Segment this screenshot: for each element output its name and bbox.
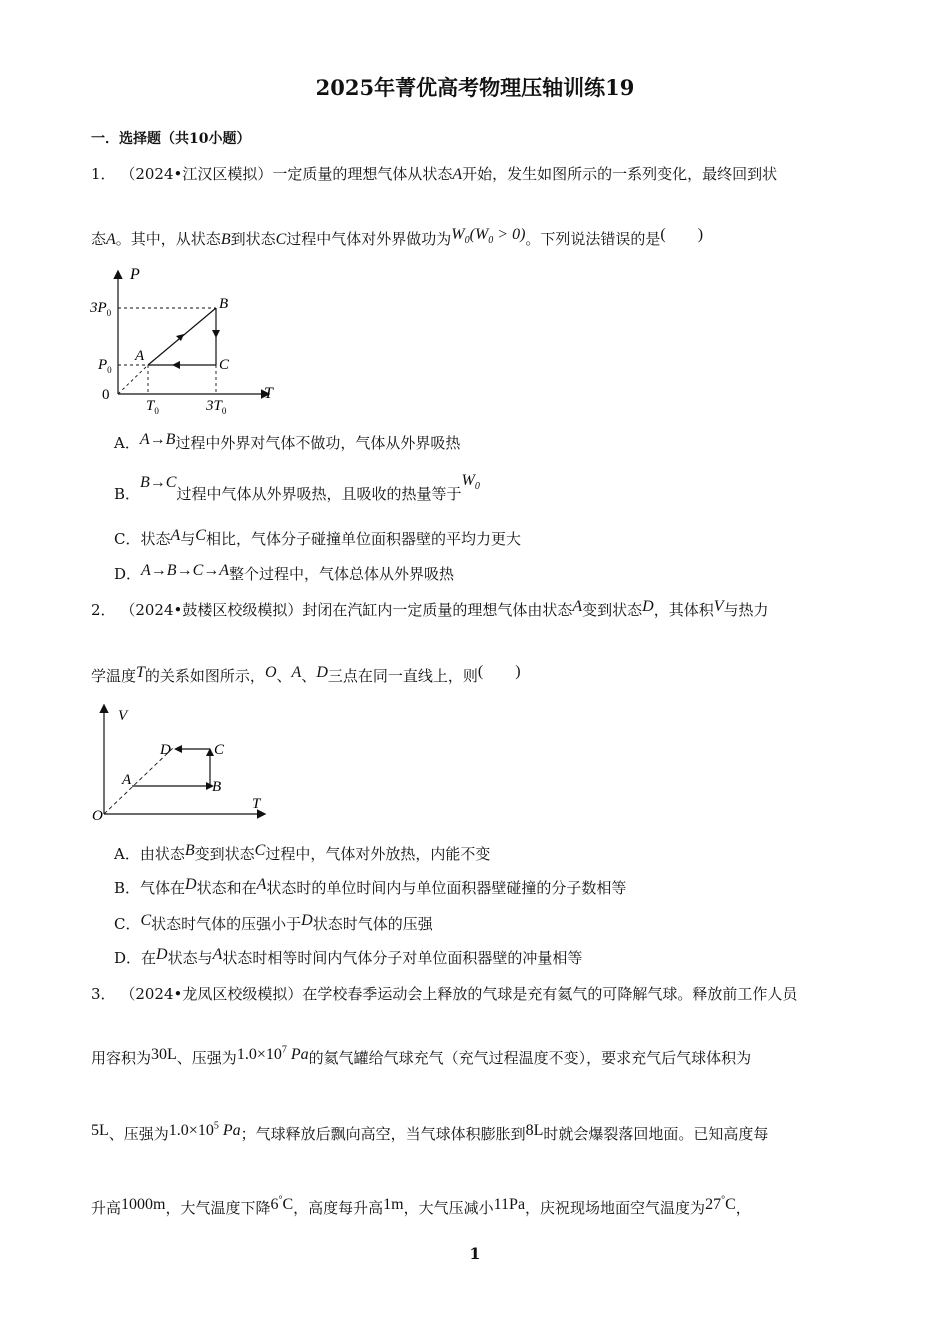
x-tick-t0: $T_0$ (146, 398, 159, 416)
q2-option-a[interactable]: A．由状态B变到状态C过程中，气体对外放热，内能不变 (114, 842, 491, 863)
q2-vt-graph (88, 702, 278, 824)
point-b-label: B (219, 296, 229, 312)
page-number: 1 (469, 1244, 481, 1263)
page-title: 2025年菁优高考物理压轴训练19 (315, 75, 635, 100)
y-tick-p0: $P_0$ (98, 357, 112, 375)
q3-line3: 5L、压强为$1.0\times 10^5$ Pa；气球释放后飘向高空，当气球体积膨胀到8L时就会爆裂落回地面。已知高度每 (91, 1120, 769, 1143)
work-expression: $W_0(W_0 > 0)$ (451, 226, 526, 247)
x-axis-label: T (252, 796, 261, 812)
q2-line1: 2． （2024•鼓楼区校级模拟）封闭在汽缸内一定质量的理想气体由状态A变到状态D，其体积V与热力 (91, 598, 769, 619)
q3-line2: 用容积为30L、压强为$1.0\times 10^7$ Pa的氦气罐给气球充气（充气过程温度不变），要求充气后气球体积为 (91, 1044, 752, 1067)
q2-option-b[interactable]: B．气体在D状态和在A状态时的单位时间内与单位面积器壁碰撞的分子数相等 (114, 876, 627, 897)
q1-line1: 1． （2024•江汉区模拟）一定质量的理想气体从状态A开始，发生如图所示的一系列变化，最终回到状 (91, 165, 778, 183)
origin-label: 0 (102, 387, 110, 403)
x-axis-label: T (264, 385, 273, 402)
point-c-label: C (219, 357, 230, 373)
x-tick-3t0: $3T_0$ (206, 398, 227, 416)
q1-pt-graph (88, 262, 288, 422)
q1-option-a[interactable]: A．A→B过程中外界对气体不做功，气体从外界吸热 (114, 431, 461, 452)
point-b-label: B (212, 779, 222, 795)
q1-option-c[interactable]: C．状态A与C相比，气体分子碰撞单位面积器壁的平均力更大 (114, 527, 521, 548)
q3-number: 3． (91, 985, 116, 1003)
q2-option-c[interactable]: C．C状态时气体的压强小于D状态时气体的压强 (114, 912, 433, 933)
point-d-label: D (160, 742, 171, 758)
q3-line1: 3． （2024•龙凤区校级模拟）在学校春季运动会上释放的气球是充有氦气的可降解气球。释放前工作人员 (91, 985, 798, 1003)
y-tick-3p0: $3P_0$ (90, 300, 112, 318)
answer-blank: ( ) (477, 663, 521, 680)
q1-option-d[interactable]: D．A→B→C→A整个过程中，气体总体从外界吸热 (114, 562, 455, 583)
q1-option-b[interactable]: B．B→C过程中气体从外界吸热，且吸收的热量等于$W_0$ (114, 472, 480, 503)
point-a-label: A (122, 772, 132, 788)
section-heading: 一．选择题（共10小题） (91, 131, 251, 147)
q3-line4: 升高1000m，大气温度下降6°C，高度每升高1m，大气压减小11Pa，庆祝现场地面空气温度为27°C， (91, 1194, 751, 1217)
answer-blank: ( ) (660, 226, 704, 243)
q2-number: 2． (91, 601, 116, 619)
origin-label: O (92, 808, 103, 824)
point-c-label: C (214, 742, 225, 758)
y-axis-label: P (130, 266, 140, 283)
q1-number: 1． (91, 165, 116, 183)
q2-line2: 学温度T的关系如图所示，O、A、D三点在同一直线上，则( ) (91, 663, 521, 685)
point-a-label: A (135, 348, 145, 364)
q2-option-d[interactable]: D．在D状态与A状态时相等时间内气体分子对单位面积器壁的冲量相等 (114, 946, 583, 967)
y-axis-label: V (118, 708, 128, 724)
q1-line2: 态A。其中，从状态B到状态C过程中气体对外界做功为$W_0(W_0 > 0)$。下列说法错误的是( ) (91, 226, 704, 248)
